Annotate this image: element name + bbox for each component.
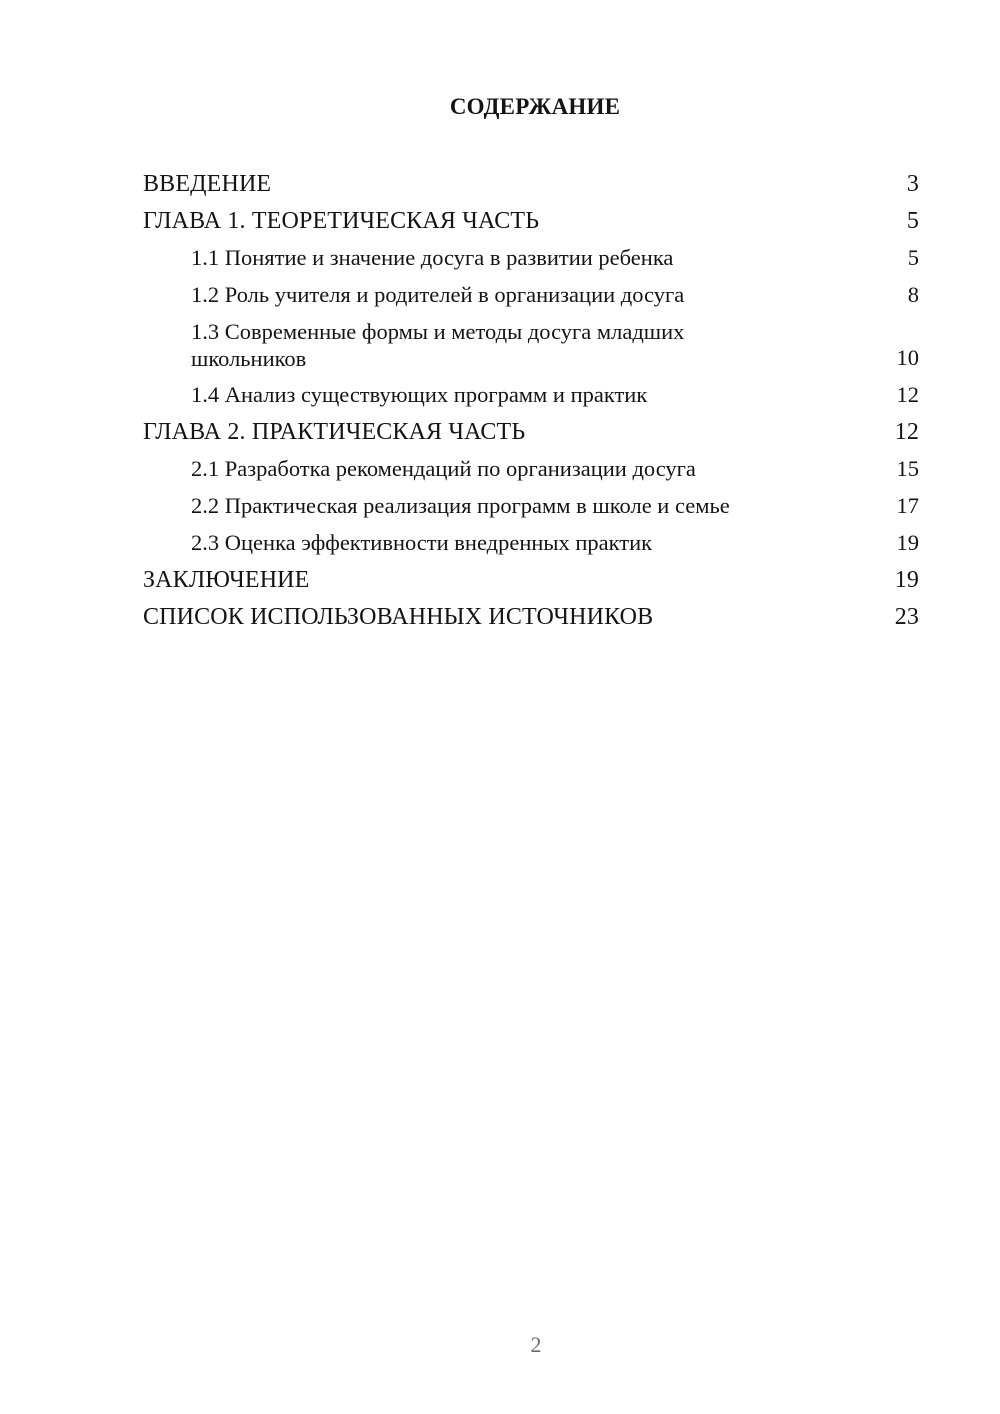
toc-entry-label: 2.2 Практическая реализация программ в школе и семье: [191, 493, 730, 518]
toc-entry-page: 23: [894, 604, 919, 630]
toc-entry-label: ВВЕДЕНИЕ: [143, 171, 272, 197]
toc-entry-page: 19: [894, 567, 919, 593]
toc-entry-label: 1.3 Современные формы и методы досуга младших школьников: [191, 319, 685, 371]
toc-entry-label: 1.2 Роль учителя и родителей в организации досуга: [191, 282, 685, 307]
toc-entry-page: 19: [896, 530, 919, 555]
toc-entry-page: 15: [896, 456, 919, 481]
page-number: 2: [530, 1332, 542, 1357]
toc-entry-section-2-1: [143, 455, 919, 483]
toc-entry-page: 5: [906, 208, 919, 234]
toc-entry-section-1-2: [143, 281, 919, 309]
toc-entry-page: 5: [907, 245, 919, 270]
toc-entry-page: 17: [896, 493, 919, 518]
table-of-contents: [143, 170, 919, 640]
page-title: СОДЕРЖАНИЕ: [449, 94, 621, 119]
toc-entry-section-2-2: [143, 492, 919, 520]
toc-entry-label: 2.1 Разработка рекомендаций по организации досуга: [191, 456, 696, 481]
toc-entry-section-2-3: [143, 529, 919, 557]
toc-entry-page: 10: [896, 345, 919, 370]
toc-entry-conclusion: [143, 566, 919, 594]
toc-entry-section-1-3: [143, 318, 919, 372]
toc-entry-label: ЗАКЛЮЧЕНИЕ: [143, 567, 310, 593]
toc-entry-label: ГЛАВА 1. ТЕОРЕТИЧЕСКАЯ ЧАСТЬ: [143, 208, 540, 234]
toc-entry-section-1-1: [143, 244, 919, 272]
toc-entry-page: 8: [907, 282, 919, 307]
toc-entry-references: [143, 603, 919, 631]
toc-entry-page: 12: [896, 382, 919, 407]
toc-entry-page: 3: [906, 171, 919, 197]
toc-entry-label: 1.1 Понятие и значение досуга в развитии ребенка: [191, 245, 674, 270]
toc-entry-introduction: [143, 170, 919, 198]
toc-entry-label: ГЛАВА 2. ПРАКТИЧЕСКАЯ ЧАСТЬ: [143, 419, 526, 445]
toc-entry-label: 2.3 Оценка эффективности внедренных практик: [191, 530, 653, 555]
toc-entry-page: 12: [894, 419, 919, 445]
toc-entry-section-1-4: [143, 381, 919, 409]
toc-entry-chapter-2: [143, 418, 919, 446]
toc-entry-label: СПИСОК ИСПОЛЬЗОВАННЫХ ИСТОЧНИКОВ: [143, 604, 654, 630]
toc-entry-chapter-1: [143, 207, 919, 235]
toc-entry-label: 1.4 Анализ существующих программ и практик: [191, 382, 648, 407]
